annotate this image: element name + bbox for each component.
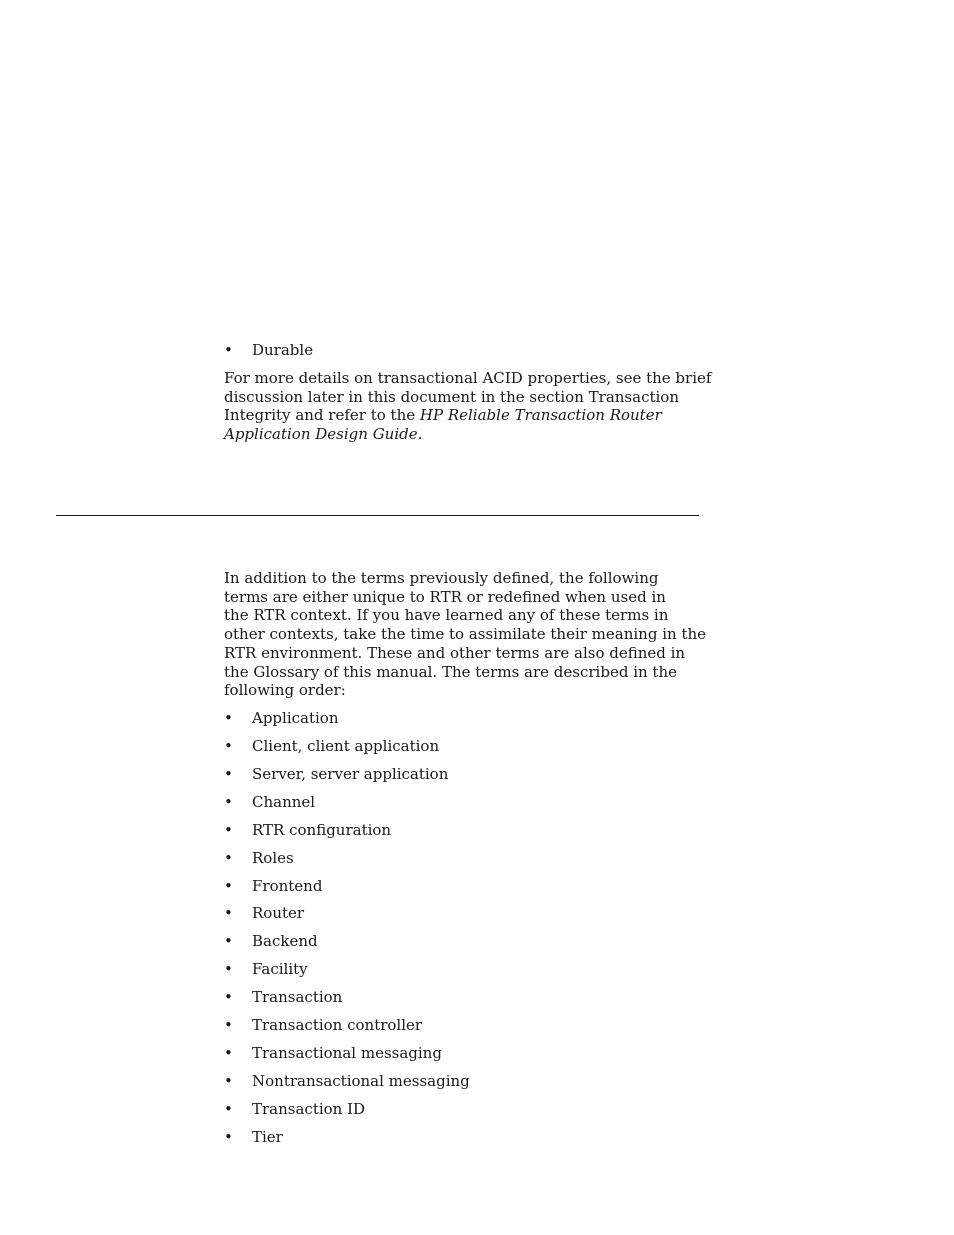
- list-item-label: Facility: [252, 960, 308, 979]
- list-item-label: Transaction: [252, 988, 343, 1007]
- list-item: [224, 960, 470, 978]
- list-item-label: RTR configuration: [252, 820, 392, 839]
- paragraph-line: following order:: [224, 681, 346, 700]
- list-item: [224, 793, 470, 811]
- paragraph-line: terms are either unique to RTR or redefined when used in: [224, 587, 666, 606]
- list-item-label: Frontend: [252, 876, 323, 895]
- terms-paragraph: [224, 569, 707, 700]
- list-item: [224, 1100, 470, 1118]
- list-item: [224, 1128, 470, 1146]
- paragraph-line: [224, 406, 704, 425]
- bullet-glyph: •: [224, 764, 233, 783]
- list-item: [224, 1044, 470, 1062]
- list-item: [224, 765, 470, 783]
- list-item: [224, 737, 470, 755]
- list-item-label: Client, client application: [252, 736, 440, 755]
- paragraph-line: In addition to the terms previously defined, the following: [224, 569, 659, 587]
- bullet-glyph: •: [224, 820, 233, 839]
- list-item-label: Transactional messaging: [252, 1044, 442, 1063]
- list-item-label: Application: [252, 709, 339, 727]
- paragraph-line: the Glossary of this manual. The terms are described in the: [224, 662, 677, 681]
- bullet-glyph: •: [224, 960, 233, 979]
- bullet-glyph: •: [224, 709, 233, 727]
- list-item-label: Router: [252, 904, 305, 923]
- bullet-glyph: •: [224, 341, 233, 359]
- section-divider: [56, 515, 699, 516]
- list-item: [224, 932, 470, 950]
- list-item-label: Roles: [252, 848, 294, 867]
- bullet-label: Durable: [252, 341, 314, 359]
- list-item: [224, 904, 470, 922]
- list-item-label: Backend: [252, 932, 318, 951]
- paragraph-text: Integrity and refer to the: [224, 406, 420, 425]
- list-item-label: Channel: [252, 792, 316, 811]
- book-title-italic: HP Reliable Transaction Router: [419, 406, 662, 425]
- bullet-glyph: •: [224, 988, 233, 1007]
- bullet-glyph: •: [224, 1016, 233, 1035]
- bullet-glyph: •: [224, 1127, 233, 1146]
- list-item-label: Nontransactional messaging: [252, 1071, 470, 1090]
- list-item: [224, 988, 470, 1006]
- book-title-italic: Application Design Guide: [224, 425, 418, 444]
- bullet-glyph: •: [224, 1071, 233, 1090]
- bullet-glyph: •: [224, 1099, 233, 1118]
- acid-paragraph: [224, 369, 712, 444]
- terms-list: [224, 709, 470, 1156]
- list-item: [224, 1016, 470, 1034]
- list-item-label: Server, server application: [252, 764, 449, 783]
- bullet-glyph: •: [224, 848, 233, 867]
- list-item: [224, 849, 470, 867]
- bullet-glyph: •: [224, 876, 233, 895]
- list-item: [224, 709, 470, 727]
- paragraph-line: discussion later in this document in the section Transaction: [224, 387, 679, 406]
- list-item: [224, 877, 470, 895]
- list-item: [224, 1072, 470, 1090]
- bullet-glyph: •: [224, 904, 233, 923]
- list-item: [224, 821, 470, 839]
- paragraph-line: For more details on transactional ACID properties, see the brief: [224, 369, 712, 387]
- bullet-glyph: •: [224, 932, 233, 951]
- paragraph-text: .: [417, 425, 423, 444]
- list-item-label: Transaction ID: [252, 1099, 366, 1118]
- durable-bullet-item: [224, 341, 313, 359]
- paragraph-line: [224, 425, 704, 444]
- paragraph-line: the RTR context. If you have learned any of these terms in: [224, 606, 669, 625]
- bullet-glyph: •: [224, 736, 233, 755]
- list-item-label: Tier: [252, 1127, 283, 1146]
- list-item-label: Transaction controller: [252, 1016, 423, 1035]
- paragraph-line: other contexts, take the time to assimilate their meaning in the: [224, 625, 707, 644]
- paragraph-line: RTR environment. These and other terms are also defined in: [224, 643, 686, 662]
- bullet-glyph: •: [224, 792, 233, 811]
- bullet-glyph: •: [224, 1044, 233, 1063]
